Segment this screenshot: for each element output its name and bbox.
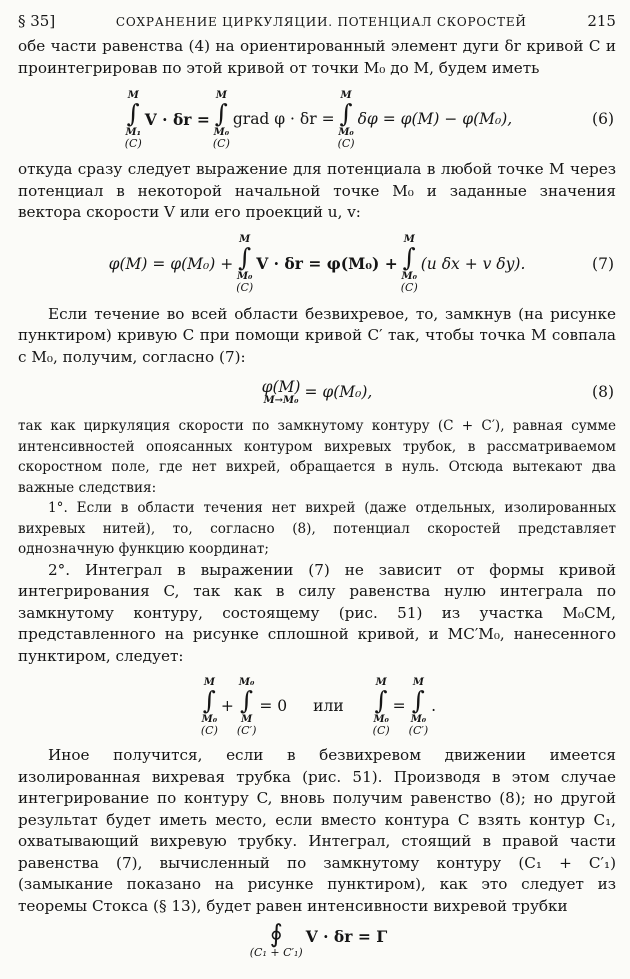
eq7-mid: V · δr = φ(M₀) +: [256, 254, 398, 273]
period: .: [431, 697, 437, 715]
integral-sign: M ∫ M₀ (C): [372, 676, 390, 737]
contour-integral-sign: ∮ (C₁ + C′₁): [249, 919, 303, 959]
integral-sign: M ∫ M₀ (C′): [408, 676, 429, 737]
equation-10: [18, 917, 616, 979]
eq7-rhs: (u δx + v δy).: [420, 254, 526, 273]
integral-sign: M ∫ M₀ (C): [236, 234, 254, 294]
integral-sign: M ∫ M₁ (C): [124, 89, 142, 150]
eq8-rhs: = φ(M₀),: [304, 383, 373, 401]
paragraph-7: Иное получится, если в безвихревом движении имеется изолированная вихревая трубка (рис. 51). Производя в этом случае интегрирование по контуру C, вновь получим равенство (8); но другой результат будет иметь место, если вместо контура C взять контур C₁, охватывающий вихревую трубку. Интеграл, стоящий в правой части равенства (7), вычисленный по замкнутому контуру (C₁ + C′₁) (замыкание показано на рисунке пунктиром), как это следует из теоремы Стокса (§ 13), будет равен интенсивности вихревой трубки: [18, 746, 616, 915]
integral-sign: M ∫ M₀ (C): [400, 234, 418, 294]
plus-sign: +: [220, 697, 234, 715]
running-title: СОХРАНЕНИЕ ЦИРКУЛЯЦИИ. ПОТЕНЦИАЛ СКОРОСТЕЙ: [115, 15, 527, 29]
integral-sign: M ∫ M₀ (C): [200, 676, 218, 737]
equals-sign: =: [392, 697, 406, 715]
equation-7: [18, 224, 616, 304]
eq6-term-2: grad φ · δr =: [232, 110, 335, 128]
integral-sign: M₀ ∫ M (C′): [236, 676, 257, 737]
equation-number: (8): [592, 383, 614, 401]
section-number: § 35]: [18, 12, 56, 30]
eq8-limit: φ(M) M→M₀: [261, 378, 301, 406]
paragraph-5: 1°. Если в области течения нет вихрей (даже отдельных, изолированных вихревых нитей), то, согласно (8), потенциал скоростей представляет однозначную функцию координат;: [18, 500, 616, 557]
eq7-lhs: φ(M) = φ(M₀) +: [108, 254, 234, 273]
running-header: [18, 6, 616, 36]
paragraph-4: так как циркуляция скорости по замкнутому контуру (C + C′), равная сумме интенсивностей опоясанных контуром вихревых трубок, в рассматриваемом скоростном поле, где нет вихрей, обращается в нуль. Отсюда вытекают два важные следствия:: [18, 418, 616, 496]
paragraph-1: обе части равенства (4) на ориентированный элемент дуги δr кривой C и проинтегрировав по этой кривой от точки M₀ до M, будем иметь: [18, 37, 616, 77]
eq10-expr: V · δr = Γ: [305, 927, 388, 946]
paragraph-3: Если течение во всей области безвихревое, то, замкнув (на рисунке пунктиром) кривую C при помощи кривой C′ так, чтобы точка M совпала с M₀, получим, согласно (7):: [18, 304, 616, 366]
page-number: 215: [587, 12, 616, 30]
integral-sign: M ∫ M₀ (C): [212, 89, 230, 150]
eq6-term-3: δφ = φ(M) − φ(M₀),: [357, 110, 513, 128]
eq6-term-1: V · δr =: [144, 109, 210, 129]
equation-9: [18, 667, 616, 745]
or-word: или: [313, 697, 344, 715]
paragraph-2: откуда сразу следует выражение для потенциала в любой точке M через потенциал в некоторой начальной точке M₀ и заданные значения вектора скорости V или его проекций u, v:: [18, 160, 616, 221]
equals-zero: = 0: [259, 697, 288, 715]
equation-6: [18, 79, 616, 159]
equation-number: (7): [592, 254, 614, 273]
equation-number: (6): [592, 110, 614, 128]
paragraph-6: 2°. Интеграл в выражении (7) не зависит от формы кривой интегрирования C, так как в силу равенства нулю интеграла по замкнутому контуру, состоящему (рис. 51) из участка M₀CM, представленного на рисунке сплошной кривой, и MC′M₀, нанесенного пунктиром, следует:: [18, 560, 616, 665]
integral-sign: M ∫ M₀ (C): [337, 89, 355, 150]
book-page: [18, 6, 616, 979]
equation-8: [18, 368, 616, 416]
